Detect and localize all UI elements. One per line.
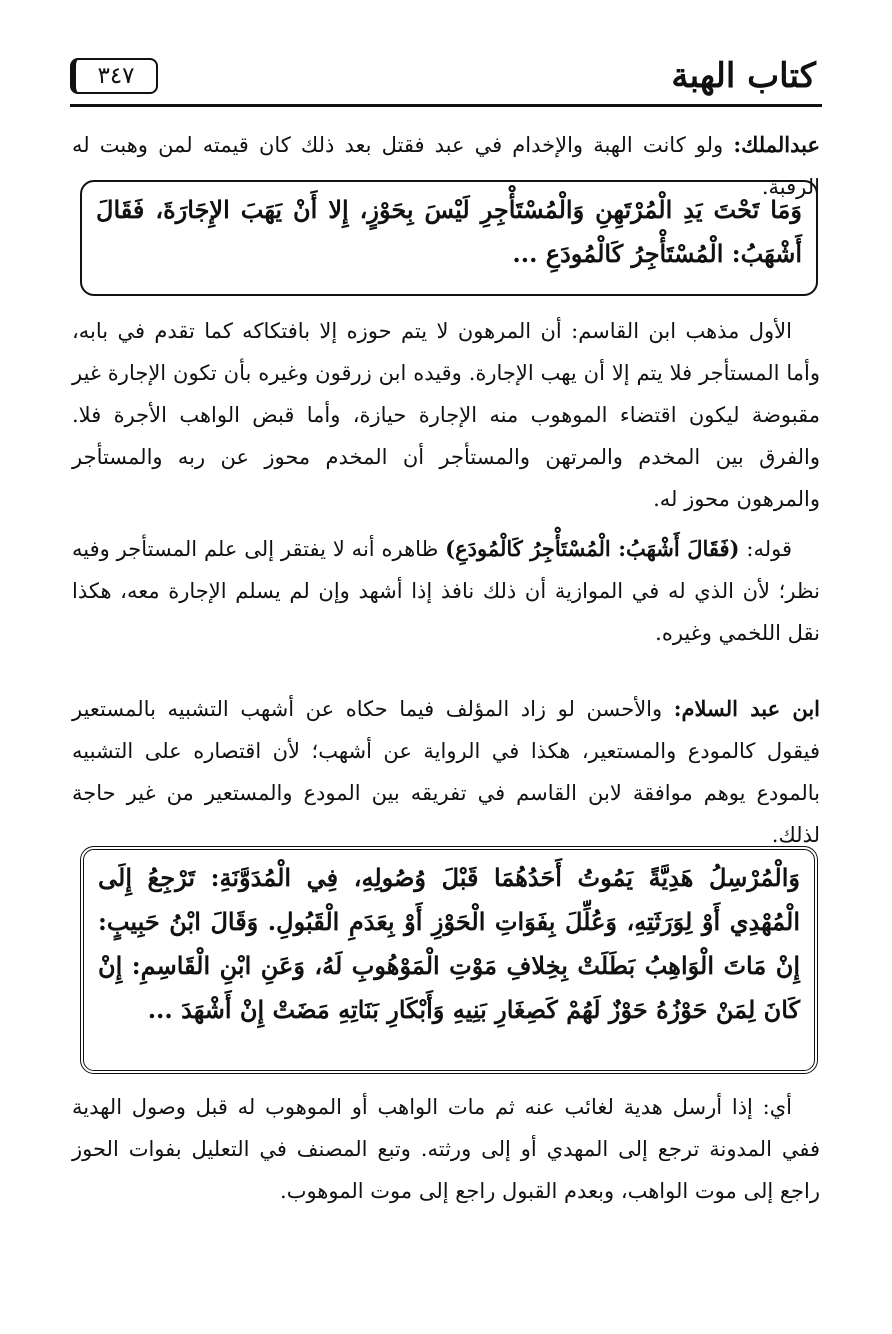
page-header: [70, 50, 822, 106]
paragraph-text: أي: إذا أرسل هدية لغائب عنه ثم مات الواهب أو الموهوب له قبل وصول الهدية ففي المدونة ترجع إلى المهدي أو إلى ورثته. وتبع المصنف في التعليل بفوات الحوز راجع إلى موت الواهب، وبعدم القبول راجع إلى موت الموهوب.: [72, 1095, 820, 1203]
running-title: كتاب الهبة: [671, 56, 816, 96]
paragraph-text: الأول مذهب ابن القاسم: أن المرهون لا يتم حوزه إلا بافتكاكه كما تقدم في بابه، وأما المستأجر فلا يتم إلا أن يهب الإجارة. وقيده ابن زرقون وغيره بأن تكون الإجارة غير مقبوضة ليكون اقتضاء الموهوب منه الإجارة حيازة، وأما قبض الواهب الأجرة فلا. والفرق بين المخدم والمرتهن والمستأجر أن المخدم محوز عن ربه والمستأجر والمرهون محوز له.: [72, 319, 820, 511]
matn-box-1: [80, 180, 818, 296]
matn-box-2: [80, 846, 818, 1074]
header-rule: [70, 104, 822, 107]
paragraph-commentary-1: [72, 310, 820, 520]
page-number: ٣٤٧: [70, 58, 158, 94]
speaker-label: ابن عبد السلام:: [673, 696, 821, 721]
paragraph-commentary-3: [72, 1086, 820, 1212]
paragraph-text: ولو كانت الهبة والإخدام في عبد فقتل بعد ذلك كان قيمته لمن وهبت له الرقبة.: [72, 133, 820, 199]
paragraph-text: والأحسن لو زاد المؤلف فيما حكاه عن أشهب التشبيه بالمستعير فيقول كالمودع والمستعير، هكذا في الرواية عن أشهب؛ لأن اقتصاره على التشبيه بالمودع يوهم موافقة لابن القاسم في تفريقه بين المودع والمستعير من غير حاجة لذلك.: [72, 697, 820, 847]
speaker-label: عبدالملك:: [733, 132, 820, 157]
paragraph-commentary-2: [72, 528, 820, 654]
quoted-matn: (فَقَالَ أَشْهَبُ: الْمُسْتَأْجِرُ كَالْمُودَعِ): [445, 536, 740, 561]
paragraph-text-after: ظاهره أنه لا يفتقر إلى علم المستأجر وفيه نظر؛ لأن الذي له في الموازية أن ذلك نافذ إذا أشهد وإن لم يسلم الإجارة معه، هكذا نقل اللخمي وغيره.: [72, 537, 820, 645]
paragraph-ibn-abd-al-salam: [72, 688, 820, 856]
paragraph-text-before: قوله:: [739, 537, 792, 561]
matn-text: وَمَا تَحْتَ يَدِ الْمُرْتَهِنِ وَالْمُسْتَأْجِرِ لَيْسَ بِحَوْزٍ، إِلا أَنْ يَهَبَ الإِجَارَةَ، فَقَالَ أَشْهَبُ: الْمُسْتَأْجِرُ كَالْمُودَعِ ...: [96, 195, 802, 268]
matn-text: وَالْمُرْسِلُ هَدِيَّةً يَمُوتُ أَحَدُهُمَا قَبْلَ وُصُولِهِ، فِي الْمُدَوَّنَةِ: تَرْجِعُ إِلَى الْمُهْدِي أَوْ لِوَرَثَتِهِ، وَعُلِّلَ بِفَوَاتِ الْحَوْزِ أَوْ بِعَدَمِ الْقَبُولِ. وَقَالَ ابْنُ حَبِيبٍ: إِنْ مَاتَ الْوَاهِبُ بَطَلَتْ بِخِلافِ مَوْتِ الْمَوْهُوبِ لَهُ، وَعَنِ ابْنِ الْقَاسِمِ: إِنْ كَانَ لِمَنْ حَوْزُهُ حَوْزٌ لَهُمْ كَصِغَارِ بَنِيهِ وَأَبْكَارِ بَنَاتِهِ مَضَتْ إِنْ أَشْهَدَ ...: [98, 863, 800, 1024]
